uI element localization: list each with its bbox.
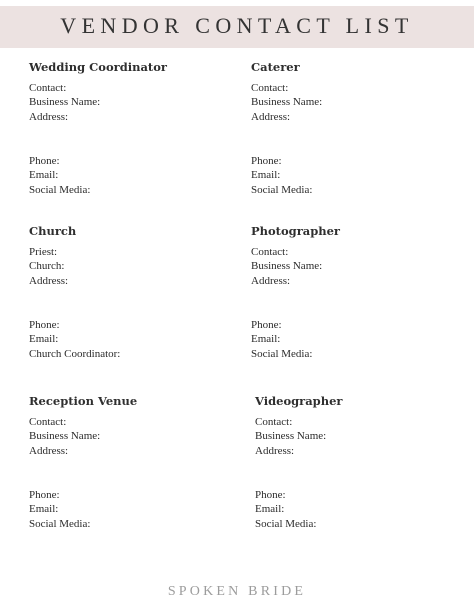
field-label: Email:	[29, 333, 59, 346]
field-label: Email:	[29, 169, 59, 182]
field-label: Church:	[29, 260, 65, 273]
field-label: Business Name:	[29, 430, 101, 443]
field-label: Business Name:	[29, 96, 101, 109]
field-label: Contact:	[29, 416, 67, 428]
section-title: Caterer	[251, 60, 300, 74]
section-reception-venue	[29, 394, 137, 531]
field-label: Contact:	[29, 82, 67, 94]
field-label: Address:	[251, 110, 291, 123]
section-title: Reception Venue	[29, 394, 138, 408]
field-label: Social Media:	[255, 517, 317, 530]
field-label: Phone:	[29, 318, 60, 331]
section-photographer	[251, 224, 340, 361]
field-label: Address:	[29, 274, 69, 287]
section-title: Wedding Coordinator	[29, 60, 167, 74]
field-label: Email:	[29, 503, 59, 516]
field-label: Contact:	[255, 416, 293, 428]
field-label: Social Media:	[29, 183, 91, 196]
footer-brand: SPOKEN BRIDE	[167, 584, 307, 599]
field-label: Phone:	[29, 488, 60, 501]
section-title: Photographer	[251, 224, 340, 238]
field-label: Email:	[255, 503, 285, 516]
field-label: Address:	[29, 110, 69, 123]
section-title: Church	[29, 224, 77, 238]
section-title: Videographer	[255, 394, 343, 408]
field-label: Phone:	[255, 488, 286, 501]
field-label: Phone:	[29, 154, 60, 167]
field-label: Phone:	[251, 318, 282, 331]
field-label: Email:	[251, 333, 281, 346]
field-label: Social Media:	[251, 183, 313, 196]
section-videographer	[255, 394, 342, 531]
field-label: Social Media:	[251, 347, 313, 360]
field-label: Contact:	[251, 82, 289, 94]
field-label: Business Name:	[251, 260, 323, 273]
page-title: VENDOR CONTACT LIST	[60, 13, 414, 38]
field-label: Contact:	[251, 246, 289, 258]
field-label: Church Coordinator:	[29, 347, 121, 360]
field-label: Business Name:	[251, 96, 323, 109]
field-label: Address:	[29, 444, 69, 457]
field-label: Address:	[255, 444, 295, 457]
section-church	[29, 224, 120, 361]
field-label: Address:	[251, 274, 291, 287]
field-label: Phone:	[251, 154, 282, 167]
field-label: Business Name:	[255, 430, 327, 443]
field-label: Social Media:	[29, 517, 91, 530]
field-label: Email:	[251, 169, 281, 182]
field-label: Priest:	[29, 246, 58, 258]
section-wedding-coordinator	[29, 60, 167, 197]
section-caterer	[251, 60, 322, 197]
